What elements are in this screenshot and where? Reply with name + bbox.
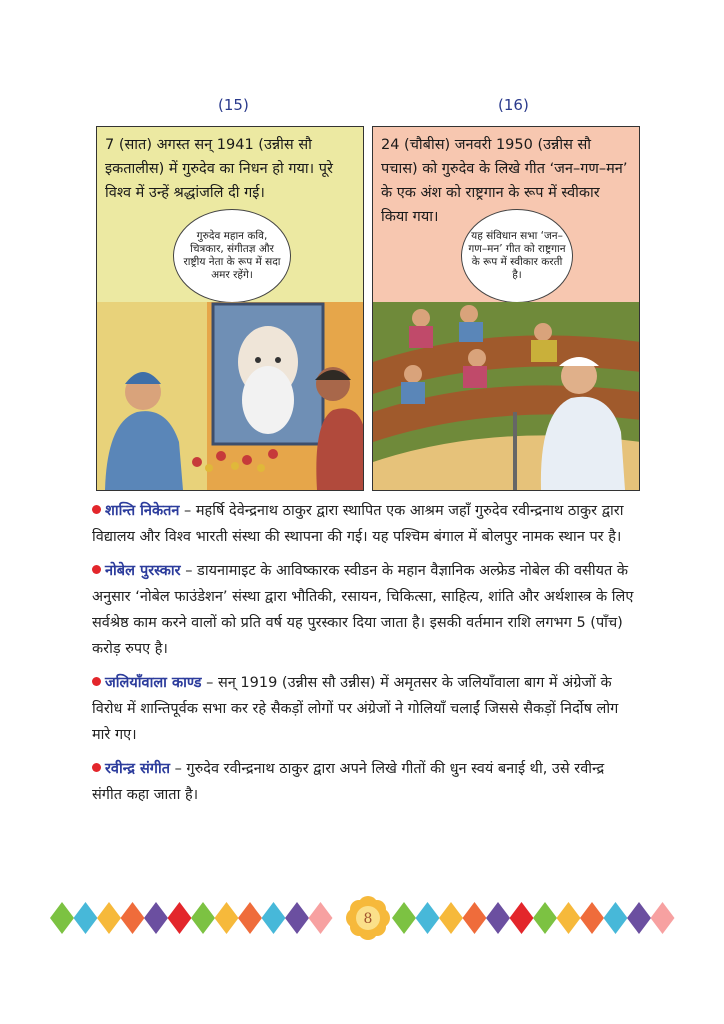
definition-shanti-niketan xyxy=(92,498,638,550)
definition-term: शान्ति निकेतन xyxy=(105,503,180,519)
page-number: 8 xyxy=(363,911,373,927)
panel-caption: 24 (चौबीस) जनवरी 1950 (उन्नीस सौ पचास) को गुरुदेव के लिखे गीत ‘जन–गण–मन’ के एक अंश को राष्ट्रगान के रूप में स्वीकार किया गया। xyxy=(381,137,628,225)
diamond-ornament xyxy=(215,902,239,934)
diamond-ornament xyxy=(238,902,262,934)
diamond-ornament xyxy=(392,902,416,934)
diamond-ornament xyxy=(510,902,534,934)
definition-term: रवीन्द्र संगीत xyxy=(105,761,170,777)
diamond-ornament xyxy=(627,902,651,934)
comic-panel-15 xyxy=(96,126,364,491)
diamond-ornament xyxy=(74,902,98,934)
diamond-ornament xyxy=(439,902,463,934)
diamond-ornament xyxy=(262,902,286,934)
diamond-ornament xyxy=(191,902,215,934)
bullet-icon xyxy=(92,565,101,574)
panel-caption: 7 (सात) अगस्त सन् 1941 (उन्नीस सौ इकतालीस) में गुरुदेव का निधन हो गया। पूरे विश्व में उन्हें श्रद्धांजलि दी गई। xyxy=(105,137,333,201)
diamond-ornament xyxy=(50,902,74,934)
diamond-ornament xyxy=(144,902,168,934)
diamond-ornament xyxy=(285,902,309,934)
panel-number-15: (15) xyxy=(218,96,249,114)
decorative-diamond-border xyxy=(48,896,688,940)
diamond-ornament xyxy=(651,902,675,934)
definition-rabindra-sangeet xyxy=(92,756,638,808)
diamond-ornament xyxy=(604,902,628,934)
tagore-tribute-illustration xyxy=(97,302,364,490)
definition-text: – सन् 1919 (उन्नीस सौ उन्नीस) में अमृतसर के जलियाँवाला बाग में अंग्रेजों के विरोध में शान्तिपूर्वक सभा कर रहे सैकड़ों लोगों पर अंग्रेजों ने गोलियाँ चलाईं जिससे सैकड़ों निर्दोष लोग मारे गए। xyxy=(92,675,619,743)
speech-bubble: यह संविधान सभा ‘जन–गण–मन’ गीत को राष्ट्रगान के रूप में स्वीकार करती है। xyxy=(461,209,573,303)
definition-text: – डायनामाइट के आविष्कारक स्वीडन के महान वैज्ञानिक अल्फ्रेड नोबेल की वसीयत के अनुसार ‘नोबेल फाउंडेशन’ संस्था द्वारा भौतिकी, रसायन, चिकित्सा, साहित्य, शांति और अर्थशास्त्र के लिए सर्वश्रेष्ठ काम करने वालों को प्रति वर्ष यह पुरस्कार दिया जाता है। इसकी वर्तमान राशि लगभग 5 (पाँच) करोड़ रुपए है। xyxy=(92,563,634,657)
diamond-ornament xyxy=(416,902,440,934)
diamond-ornament xyxy=(533,902,557,934)
bullet-icon xyxy=(92,505,101,514)
comic-panel-16 xyxy=(372,126,640,491)
definition-nobel-prize xyxy=(92,558,638,662)
diamond-ornament xyxy=(486,902,510,934)
bullet-icon xyxy=(92,763,101,772)
diamond-ornament xyxy=(121,902,145,934)
bullet-icon xyxy=(92,677,101,686)
flower-page-badge xyxy=(346,896,390,940)
panel-number-16: (16) xyxy=(498,96,529,114)
definition-jallianwala xyxy=(92,670,638,748)
diamond-ornament xyxy=(97,902,121,934)
diamond-ornament xyxy=(168,902,192,934)
diamond-ornament xyxy=(557,902,581,934)
diamond-ornament xyxy=(463,902,487,934)
speech-bubble: गुरुदेव महान कवि, चित्रकार, संगीतज्ञ और राष्ट्रीय नेता के रूप में सदा अमर रहेंगे। xyxy=(173,209,291,303)
definition-text: – महर्षि देवेन्द्रनाथ ठाकुर द्वारा स्थापित एक आश्रम जहाँ गुरुदेव रवीन्द्रनाथ ठाकुर द्वारा विद्यालय और विश्व भारती संस्था की स्थापना की गई। यह पश्चिम बंगाल में बोलपुर नामक स्थान पर है। xyxy=(92,503,624,545)
diamond-ornament xyxy=(309,902,333,934)
definition-text: – गुरुदेव रवीन्द्रनाथ ठाकुर द्वारा अपने लिखे गीतों की धुन स्वयं बनाई थी, उसे रवीन्द्र संगीत कहा जाता है। xyxy=(92,761,605,803)
glossary xyxy=(92,498,638,816)
definition-term: जलियाँवाला काण्ड xyxy=(105,675,202,691)
diamond-ornament xyxy=(580,902,604,934)
definition-term: नोबेल पुरस्कार xyxy=(105,563,181,579)
constituent-assembly-illustration xyxy=(373,302,640,490)
